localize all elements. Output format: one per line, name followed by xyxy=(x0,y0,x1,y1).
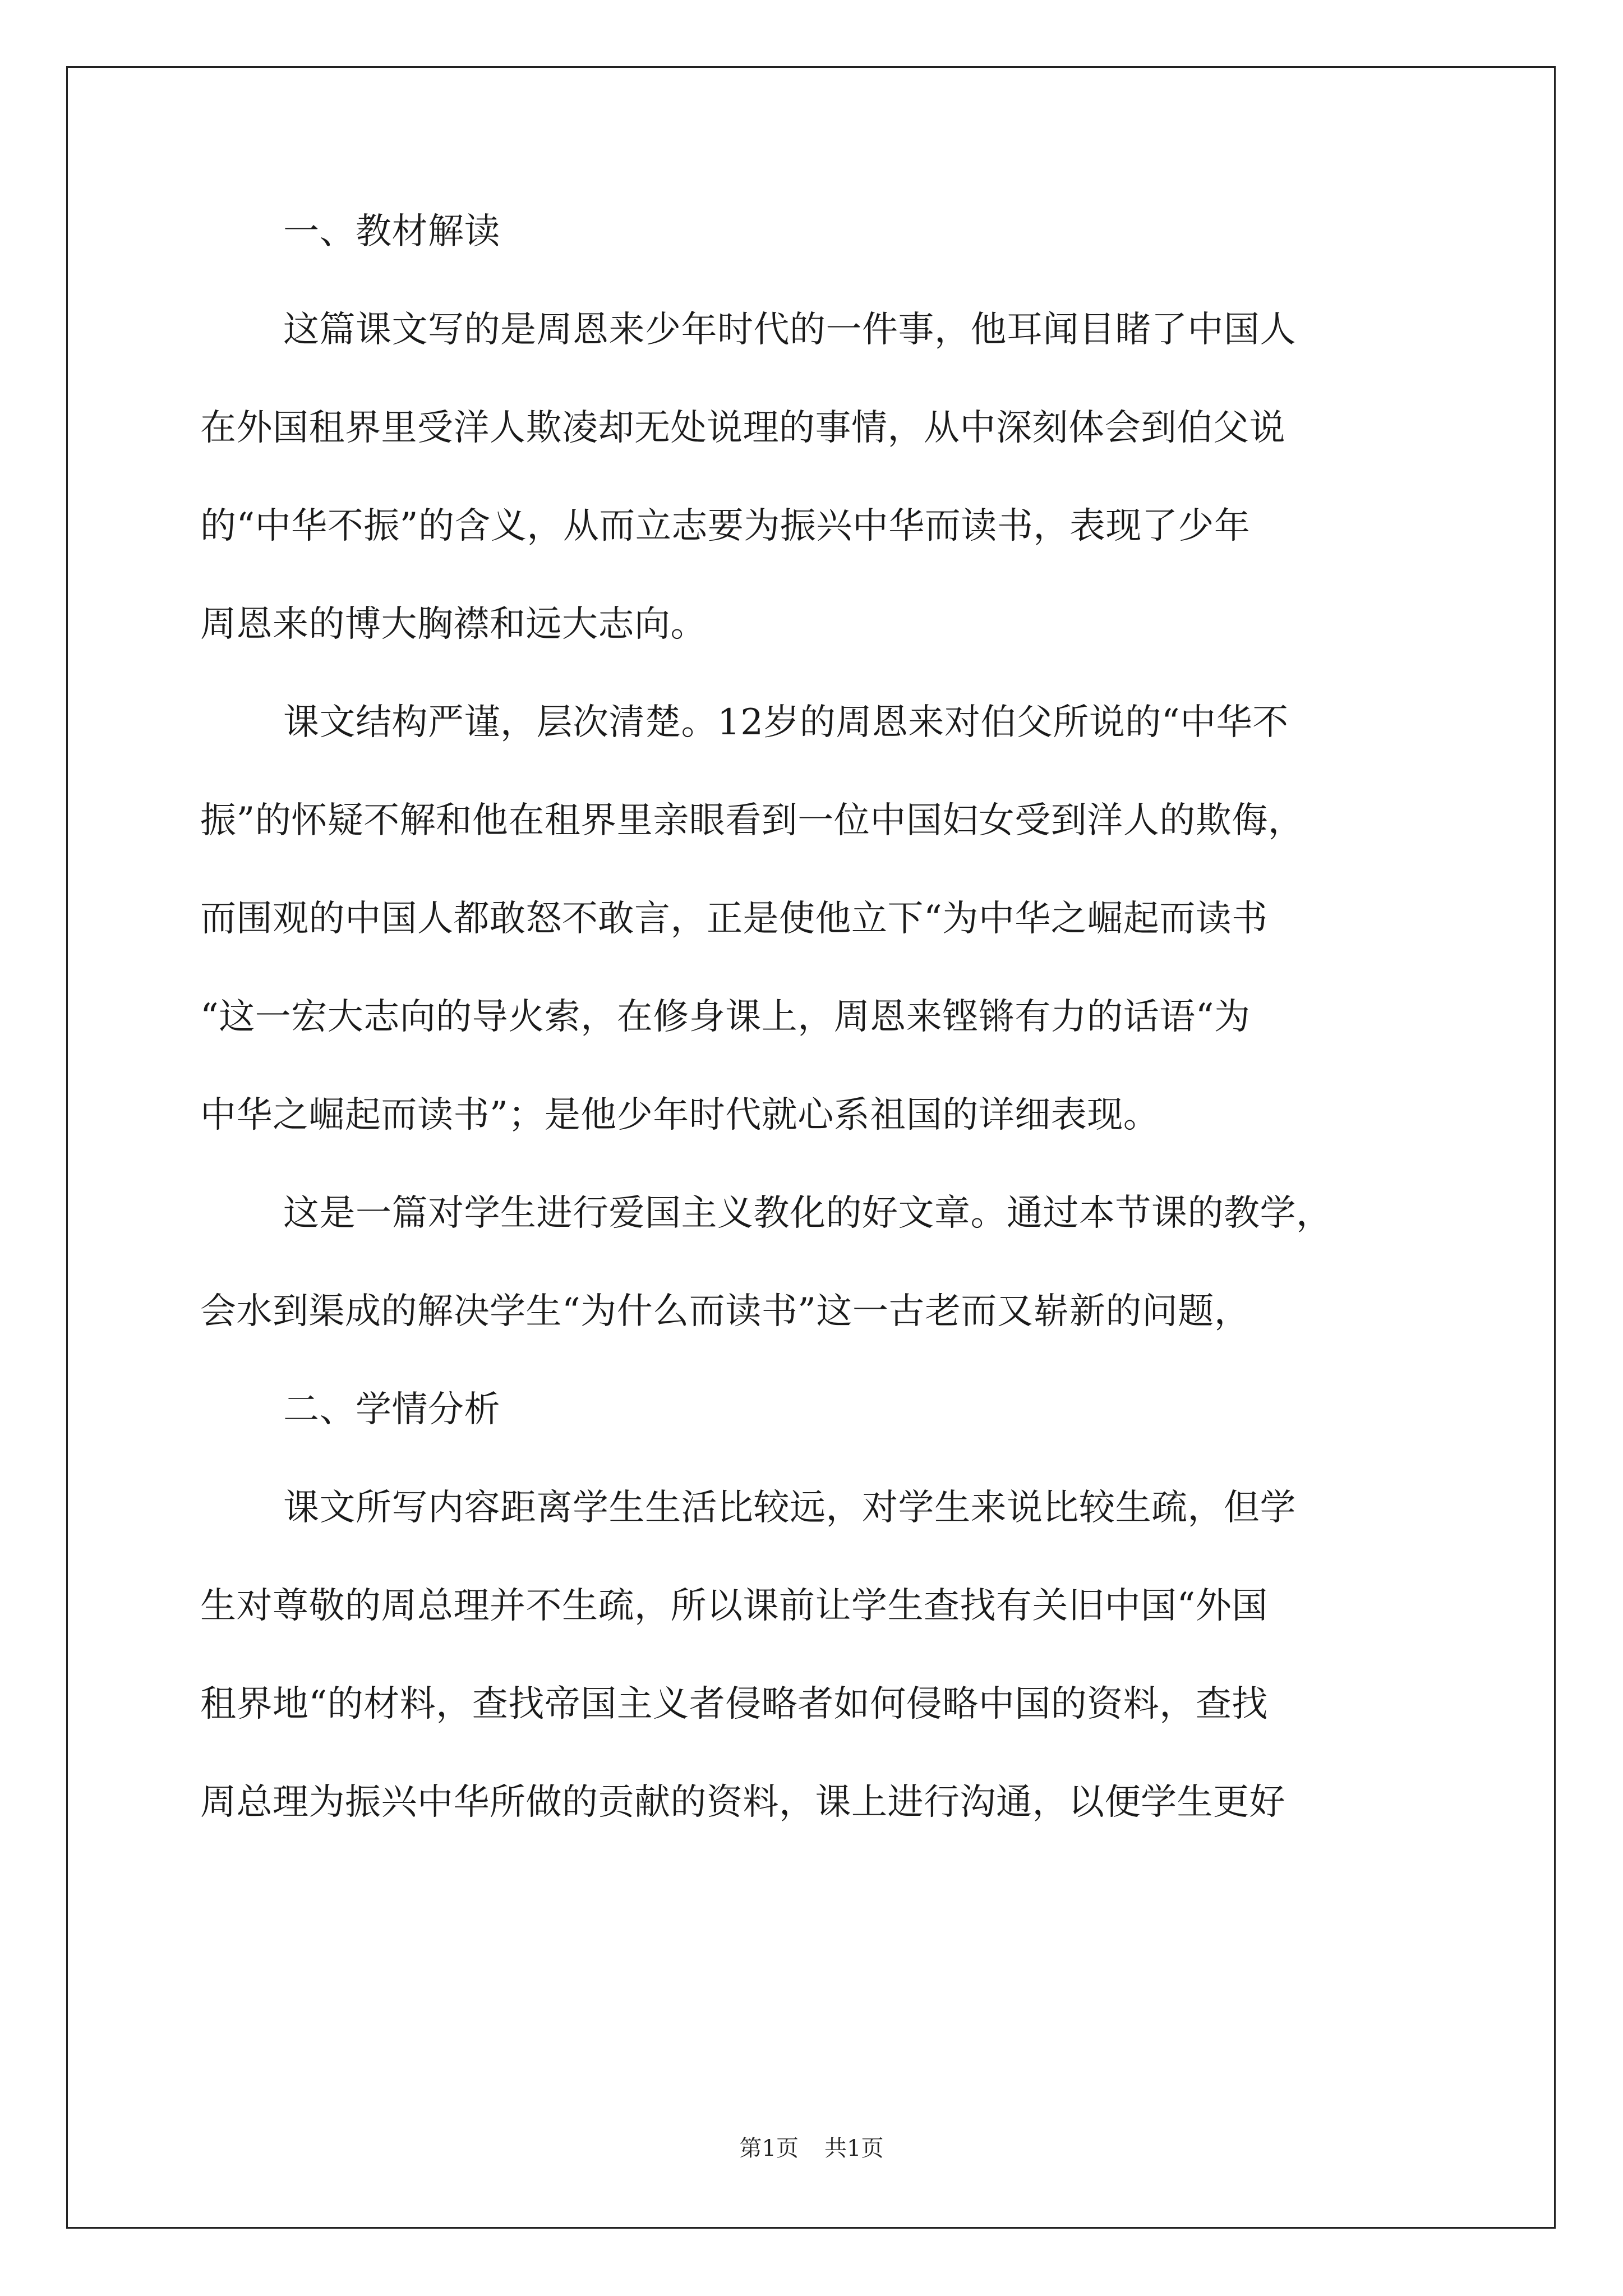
page-border xyxy=(66,66,1556,2229)
paragraph-3-line-1: 这是一篇对学生进行爱国主义教化的好文章。通过本节课的教学， xyxy=(283,1193,1332,1234)
paragraph-4-line-4: 周总理为振兴中华所做的贡献的资料，课上进行沟通，以便学生更好 xyxy=(200,1782,1285,1823)
paragraph-4-line-2: 生对尊敬的周总理并不生疏，所以课前让学生查找有关旧中国“外国 xyxy=(200,1585,1268,1627)
page-footer xyxy=(0,2132,1623,2165)
paragraph-1-line-3: 的“中华不振”的含义，从而立志要为振兴中华而读书，表现了少年 xyxy=(200,505,1251,547)
page-total: 共1页 xyxy=(824,2136,884,2161)
paragraph-4-line-1: 课文所写内容距离学生生活比较远，对学生来说比较生疏，但学 xyxy=(283,1487,1296,1529)
section-heading-2: 二、学情分析 xyxy=(283,1389,500,1430)
paragraph-3-line-2: 会水到渠成的解决学生“为什么而读书”这一古老而又崭新的问题， xyxy=(200,1291,1251,1332)
paragraph-4-line-3: 租界地“的材料，查找帝国主义者侵略者如何侵略中国的资料，查找 xyxy=(200,1683,1268,1725)
paragraph-2-line-2: 振”的怀疑不解和他在租界里亲眼看到一位中国妇女受到洋人的欺侮， xyxy=(200,800,1304,841)
paragraph-1-line-2: 在外国租界里受洋人欺凌却无处说理的事情，从中深刻体会到伯父说 xyxy=(200,407,1285,449)
paragraph-1-line-4: 周恩来的博大胸襟和远大志向。 xyxy=(200,604,707,645)
paragraph-2-line-5: 中华之崛起而读书”；是他少年时代就心系祖国的详细表现。 xyxy=(200,1094,1160,1136)
paragraph-1-line-1: 这篇课文写的是周恩来少年时代的一件事，他耳闻目睹了中国人 xyxy=(283,309,1296,351)
page-number: 第1页 xyxy=(739,2136,799,2161)
paragraph-2-line-4: “这一宏大志向的导火索，在修身课上，周恩来铿锵有力的话语“为 xyxy=(200,996,1251,1038)
paragraph-2-line-1: 课文结构严谨，层次清楚。12岁的周恩来对伯父所说的“中华不 xyxy=(283,702,1289,743)
section-heading-1: 一、教材解读 xyxy=(283,211,500,252)
paragraph-2-line-3: 而围观的中国人都敢怒不敢言，正是使他立下“为中华之崛起而读书 xyxy=(200,898,1268,940)
